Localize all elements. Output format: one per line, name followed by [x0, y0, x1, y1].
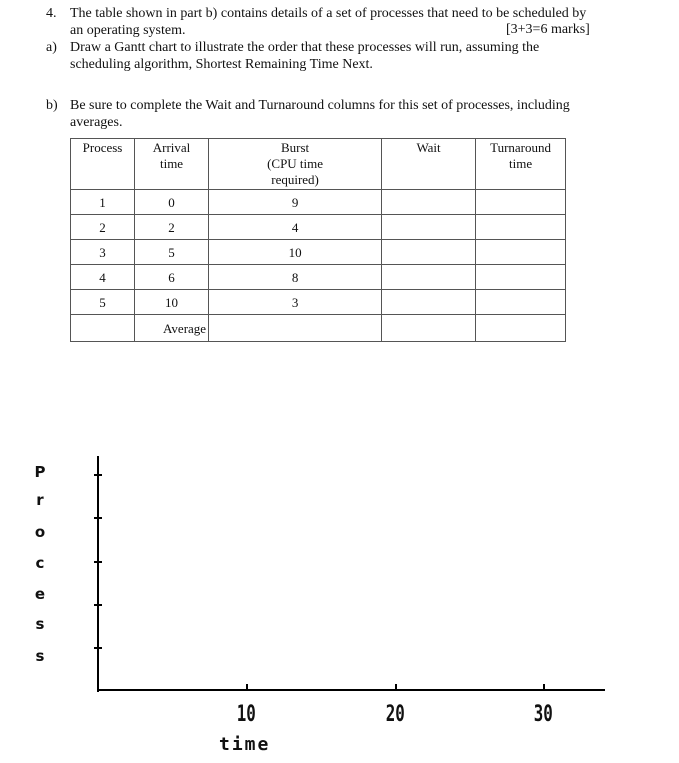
average-wait-cell[interactable] — [382, 315, 476, 342]
cell-turnaround[interactable] — [476, 265, 566, 290]
y-tick — [94, 647, 102, 649]
x-tick — [395, 684, 397, 691]
table-row — [71, 265, 566, 290]
y-axis-label-letter: o — [34, 523, 46, 541]
cell-turnaround[interactable] — [476, 240, 566, 265]
x-tick-label: 30 — [533, 702, 553, 727]
y-tick — [94, 474, 102, 476]
table-row — [71, 215, 566, 240]
cell-wait[interactable] — [382, 240, 476, 265]
header-process: Process — [71, 139, 135, 190]
header-wait: Wait — [382, 139, 476, 190]
cell-burst: 9 — [209, 190, 382, 215]
cell-process: 2 — [71, 215, 135, 240]
cell-arrival: 5 — [135, 240, 209, 265]
cell-arrival: 6 — [135, 265, 209, 290]
cell-turnaround[interactable] — [476, 215, 566, 240]
average-label: Average — [135, 315, 209, 342]
part-b-label: b) — [46, 98, 58, 113]
cell-burst: 8 — [209, 265, 382, 290]
header-arrival-time: Arrival time — [135, 139, 209, 190]
y-tick — [94, 517, 102, 519]
part-a-line2: scheduling algorithm, Shortest Remaining Time Next. — [70, 57, 373, 72]
marks-allocation: [3+3=6 marks] — [506, 22, 590, 37]
part-b-line1: Be sure to complete the Wait and Turnaround columns for this set of processes, including — [70, 98, 570, 113]
cell-arrival: 0 — [135, 190, 209, 215]
cell-burst: 3 — [209, 290, 382, 315]
cell-arrival: 10 — [135, 290, 209, 315]
average-turnaround-cell[interactable] — [476, 315, 566, 342]
x-tick-label: 10 — [236, 702, 256, 727]
x-tick-label: 20 — [385, 702, 405, 727]
process-table — [70, 138, 566, 342]
table-row — [71, 240, 566, 265]
header-burst: Burst (CPU time required) — [209, 139, 382, 190]
average-burst-cell — [209, 315, 382, 342]
cell-turnaround[interactable] — [476, 190, 566, 215]
part-a-line1: Draw a Gantt chart to illustrate the order that these processes will run, assuming the — [70, 40, 540, 55]
x-tick — [543, 684, 545, 691]
cell-wait[interactable] — [382, 215, 476, 240]
table-row — [71, 190, 566, 215]
cell-burst: 10 — [209, 240, 382, 265]
question-intro-line1: The table shown in part b) contains details of a set of processes that need to be scheduled by — [70, 6, 587, 21]
cell-arrival: 2 — [135, 215, 209, 240]
average-row — [71, 315, 566, 342]
cell-wait[interactable] — [382, 290, 476, 315]
cell-process: 5 — [71, 290, 135, 315]
cell-burst: 4 — [209, 215, 382, 240]
cell-process: 3 — [71, 240, 135, 265]
average-blank-cell — [71, 315, 135, 342]
cell-turnaround[interactable] — [476, 290, 566, 315]
x-tick — [246, 684, 248, 691]
y-axis-label-letter: r — [36, 491, 44, 509]
y-tick — [94, 561, 102, 563]
part-a-label: a) — [46, 40, 57, 55]
y-axis-label-letter: e — [34, 585, 46, 603]
header-turnaround: Turnaround time — [476, 139, 566, 190]
y-axis-label-letter: P — [34, 463, 46, 481]
cell-wait[interactable] — [382, 265, 476, 290]
table-row — [71, 290, 566, 315]
question-number: 4. — [46, 6, 57, 21]
x-axis-label: time — [219, 734, 271, 755]
table-header-row — [71, 139, 566, 190]
cell-wait[interactable] — [382, 190, 476, 215]
cell-process: 4 — [71, 265, 135, 290]
y-axis — [97, 456, 99, 692]
question-intro-line2: an operating system. — [70, 23, 186, 38]
x-axis — [97, 689, 605, 691]
cell-process: 1 — [71, 190, 135, 215]
y-axis-label-letter: s — [35, 647, 45, 665]
part-b-line2: averages. — [70, 115, 123, 130]
y-axis-label-letter: s — [35, 615, 45, 633]
y-axis-label-letter: c — [35, 554, 45, 572]
y-tick — [94, 604, 102, 606]
